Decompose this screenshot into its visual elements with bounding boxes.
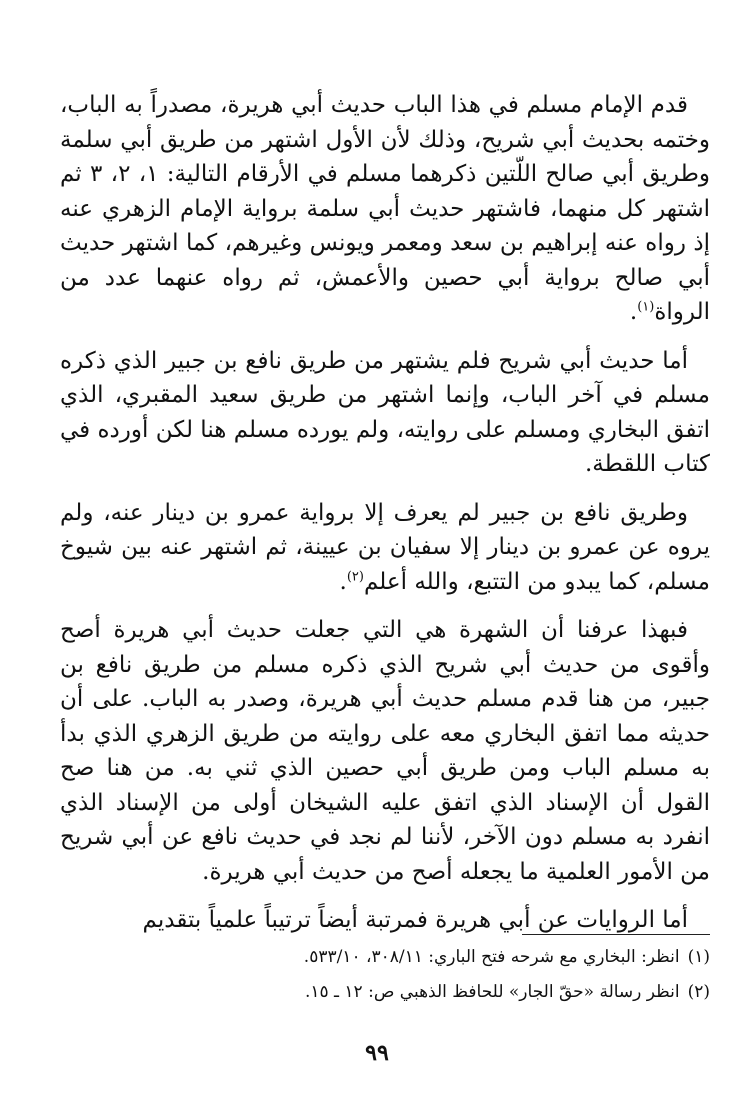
- paragraph-4: [60, 613, 710, 889]
- paragraph-text: أما الروايات عن أبي هريرة فمرتبة أيضاً ترتيباً علمياً بتقديم: [142, 907, 688, 933]
- footnote-separator: [522, 934, 710, 935]
- paragraph-2: [60, 344, 710, 482]
- paragraph-text: قدم الإمام مسلم في هذا الباب حديث أبي هريرة، مصدراً به الباب، وختمه بحديث أبي شريح، وذلك لأن الأول اشتهر من طريق أبي سلمة وطريق أبي صالح اللّتين ذكرهما مسلم في الأرقام التالية: ١، ٢، ٣ ثم اشتهر كل منهما، فاشتهر حديث أبي سلمة برواية الإمام الزهري عنه إذ رواه عنه إبراهيم بن سعد ومعمر ويونس وغيرهم، كما اشتهر حديث أبي صالح برواية أبي حصين والأعمش، ثم رواه عنهما عدد من الرواة: [60, 92, 711, 325]
- footnote-text: انظر: البخاري مع شرحه فتح الباري: ٣٠٨/١١، ٥٣٣/١٠.: [303, 947, 680, 967]
- footnote-1: [60, 940, 710, 975]
- paragraph-3: [60, 496, 710, 600]
- footnote-2: [60, 975, 710, 1010]
- paragraph-text: وطريق نافع بن جبير لم يعرف إلا برواية عمرو بن دينار عنه، ولم يروه عن عمرو بن دينار إلا سفيان بن عيينة، ثم اشتهر عنه بين شيوخ مسلم، كما يبدو من التتبع، والله أعلم: [60, 499, 710, 595]
- main-text: [60, 88, 710, 938]
- paragraph-tail: .: [629, 299, 638, 325]
- paragraph-5: [60, 903, 710, 938]
- paragraph-text: أما حديث أبي شريح فلم يشتهر من طريق نافع بن جبير الذي ذكره مسلم في آخر الباب، وإنما اشتهر من طريق سعيد المقبري، الذي اتفق البخاري ومسلم على روايته، ولم يورده مسلم هنا لكن أورده في كتاب اللقطة.: [60, 347, 710, 477]
- footnote-text: انظر رسالة «حقّ الجار» للحافظ الذهبي ص: ١٢ ـ ١٥.: [304, 982, 680, 1002]
- paragraph-1: [60, 88, 710, 330]
- paragraph-tail: .: [339, 568, 347, 595]
- footnotes: [60, 940, 710, 1010]
- footnote-reference: (٢): [346, 568, 364, 584]
- footnote-number: (٢): [687, 982, 710, 1002]
- page-number: ٩٩: [365, 1040, 389, 1066]
- paragraph-text: فبهذا عرفنا أن الشهرة هي التي جعلت حديث أبي هريرة أصح وأقوى من حديث أبي شريح الذي ذكره مسلم من طريق نافع بن جبير، من هنا قدم مسلم حديث أبي هريرة، وصدر به الباب. على أن حديثه مما اتفق البخاري معه على روايته من طريق الزهري الذي بدأ به مسلم الباب ومن طريق أبي حصين الذي ثني به. من هنا صح القول أن الإسناد الذي اتفق عليه الشيخان أولى من الإسناد الذي انفرد به مسلم دون الآخر، لأننا لم نجد في حديث نافع عن أبي شريح من الأمور العلمية ما يجعله أصح من حديث أبي هريرة.: [60, 617, 710, 885]
- footnote-reference: (١): [637, 299, 655, 315]
- footnote-number: (١): [687, 947, 710, 967]
